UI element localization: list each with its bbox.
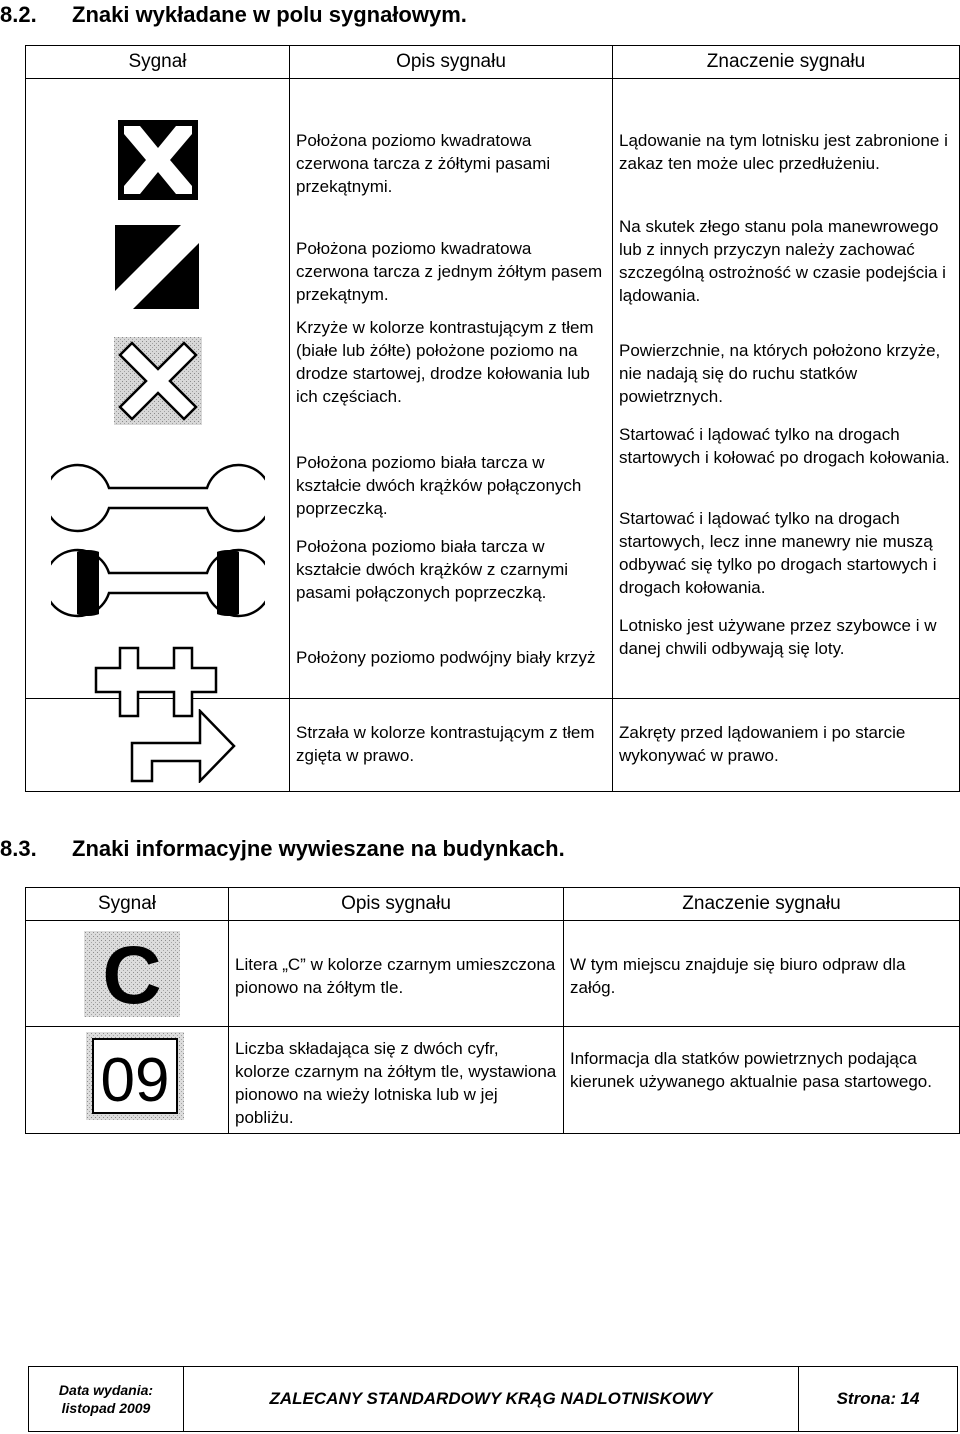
row2-meaning: Na skutek złego stanu pola manewrowego lub z innych przyczyn należy zachować szczególną ostrożność w czasie podejścia i lądowania.	[619, 217, 946, 305]
c-meaning: W tym miejscu znajduje się biuro odpraw dla załóg.	[570, 955, 906, 997]
header-meaning: Znaczenie sygnału	[613, 46, 960, 79]
number-description: Liczba składająca się z dwóch cyfr, kolorze czarnym na żółtym tle, wystawiona pionowo na wieży lotniska lub w jej pobliżu.	[235, 1039, 557, 1127]
white-cross-icon	[114, 337, 202, 425]
signal-images-cell	[26, 79, 290, 699]
c-description: Litera „C” w kolorze czarnym umieszczona pionowo na żółtym tle.	[235, 955, 556, 997]
c-meaning-cell	[564, 921, 960, 1027]
table-row-09	[26, 1027, 960, 1134]
striped-dumbbell-icon	[51, 546, 265, 620]
row4-meaning: Startować i lądować tylko na drogach startowych i kołować po drogach kołowania.	[619, 425, 950, 467]
section-number: 8.3.	[0, 836, 37, 861]
c-sign-cell	[26, 921, 229, 1027]
dumbbell-icon	[51, 462, 265, 534]
number-board-icon	[86, 1032, 184, 1120]
footer-page-number: 14	[900, 1389, 920, 1408]
header-description: Opis sygnału	[229, 888, 564, 921]
row1-description: Położona poziomo kwadratowa czerwona tarcza z żółtymi pasami przekątnymi.	[296, 131, 551, 196]
number-sign-cell	[26, 1027, 229, 1134]
footer-page-label: Strona:	[836, 1389, 897, 1408]
section-number: 8.2.	[0, 2, 37, 27]
diagonal-stripe-square-icon	[115, 225, 199, 309]
footer-title: ZALECANY STANDARDOWY KRĄG NADLOTNISKOWY	[269, 1389, 713, 1408]
c-description-cell	[229, 921, 564, 1027]
number-description-cell	[229, 1027, 564, 1134]
letter-c-board-icon	[84, 931, 180, 1017]
descriptions-cell	[290, 79, 613, 699]
header-description: Opis sygnału	[290, 46, 613, 79]
section-heading-8-2	[0, 2, 467, 28]
row7-meaning: Zakręty przed lądowaniem i po starcie wykonywać w prawo.	[619, 723, 906, 765]
number-meaning: Informacja dla statków powietrznych podająca kierunek używanego aktualnie pasa startowego.	[570, 1049, 932, 1091]
header-meaning: Znaczenie sygnału	[564, 888, 960, 921]
header-signal: Sygnał	[26, 46, 290, 79]
arrow-meaning-cell	[613, 699, 960, 792]
footer-title-cell	[184, 1367, 799, 1432]
row6-meaning: Lotnisko jest używane przez szybowce i w danej chwili odbywają się loty.	[619, 616, 937, 658]
building-signs-table	[25, 887, 960, 1134]
table-header-row	[26, 888, 960, 921]
sign-c-text: C	[102, 931, 162, 1017]
section-title: Znaki informacyjne wywieszane na budynkach.	[72, 836, 565, 861]
header-signal: Sygnał	[26, 888, 229, 921]
table-header-row	[26, 46, 960, 79]
section-title: Znaki wykładane w polu sygnałowym.	[72, 2, 467, 27]
row6-description: Położony poziomo podwójny biały krzyż	[296, 648, 596, 667]
double-cross-icon	[94, 646, 218, 718]
meanings-cell	[613, 79, 960, 699]
footer-page-cell	[799, 1367, 958, 1432]
row4-description: Położona poziomo biała tarcza w kształcie dwóch krążków połączonych poprzeczką.	[296, 453, 582, 518]
row3-meaning: Powierzchnie, na których położono krzyże, nie nadają się do ruchu statków powietrznych.	[619, 341, 941, 406]
number-meaning-cell	[564, 1027, 960, 1134]
page-footer	[28, 1366, 958, 1432]
footer-date-cell	[29, 1367, 184, 1432]
row3-description: Krzyże w kolorze kontrastującym z tłem (białe lub żółte) położone poziomo na drodze startowej, drodze kołowania lub ich częściach.	[296, 318, 594, 406]
table-row-c	[26, 921, 960, 1027]
row5-meaning: Startować i lądować tylko na drogach startowych, lecz inne manewry nie muszą odbywać się tylko po drogach startowych i drogach kołowania.	[619, 509, 937, 597]
table-body-row	[26, 79, 960, 699]
x-cross-square-icon	[118, 120, 198, 200]
row5-description: Położona poziomo biała tarcza w kształcie dwóch krążków z czarnymi pasami połączonych poprzeczką.	[296, 537, 569, 602]
right-bent-arrow-icon	[128, 709, 236, 783]
sign-number-text: 09	[100, 1046, 170, 1115]
row7-description: Strzała w kolorze kontrastującym z tłem zgięta w prawo.	[296, 723, 595, 765]
section-heading-8-3	[0, 836, 565, 862]
footer-date-value: listopad 2009	[61, 1400, 151, 1416]
row2-description: Położona poziomo kwadratowa czerwona tarcza z jednym żółtym pasem przekątnym.	[296, 239, 603, 304]
arrow-description-cell	[290, 699, 613, 792]
footer-date-label: Data wydania:	[58, 1382, 154, 1398]
row1-meaning: Lądowanie na tym lotnisku jest zabronione i zakaz ten może ulec przedłużeniu.	[619, 131, 948, 173]
signal-field-table	[25, 45, 960, 792]
